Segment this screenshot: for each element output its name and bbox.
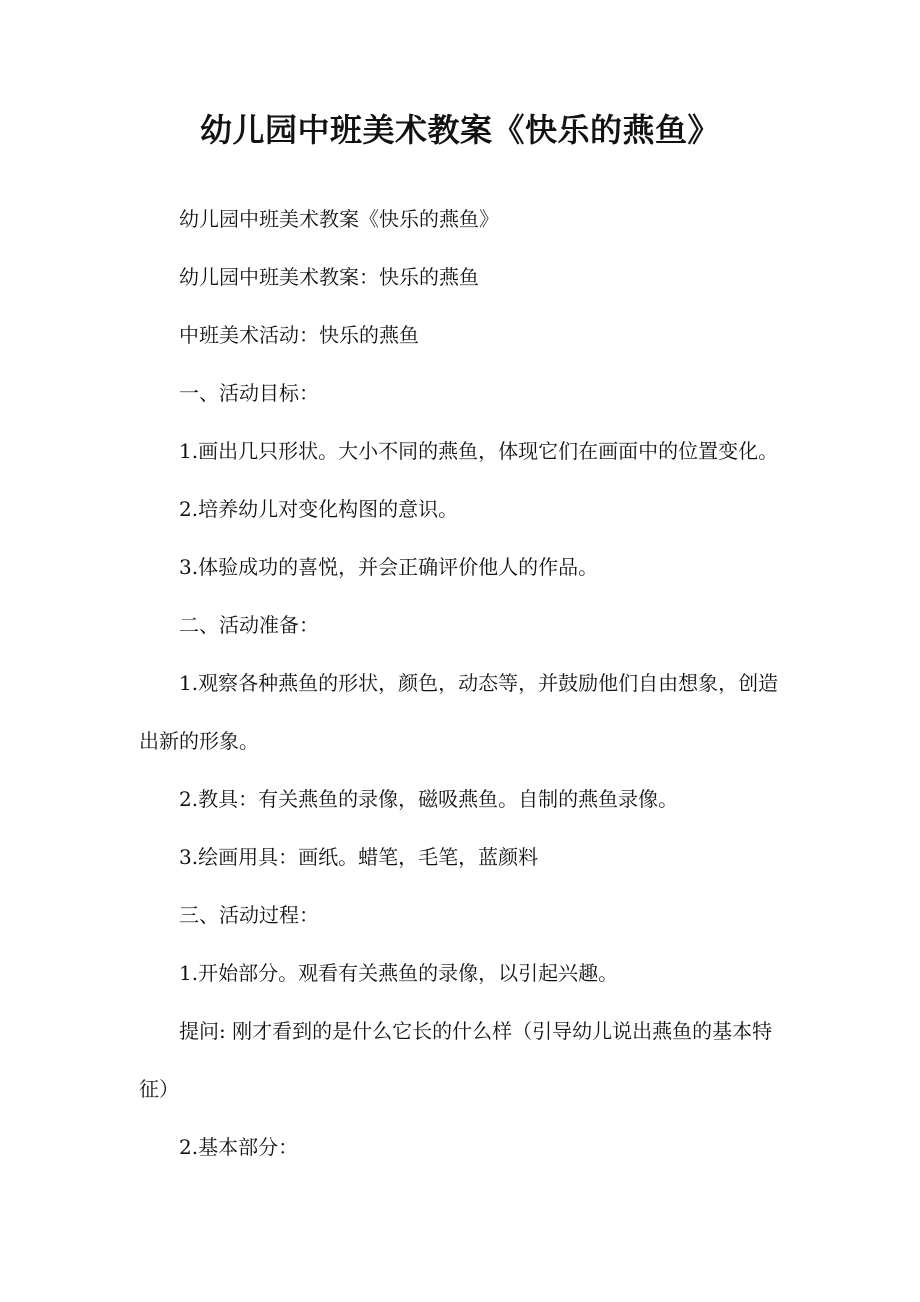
section-heading-process: 三、活动过程： bbox=[179, 903, 319, 927]
process-question: 提问: 刚才看到的是什么它长的什么样（引导幼儿说出燕鱼的基本特征） bbox=[139, 1019, 773, 1101]
process-item-1: 1.开始部分。观看有关燕鱼的录像，以引起兴趣。 bbox=[179, 961, 619, 985]
goal-item-2: 2.培养幼儿对变化构图的意识。 bbox=[179, 497, 459, 521]
document-title: 幼儿园中班美术教案《快乐的燕鱼》 bbox=[199, 111, 720, 149]
section-heading-preparation: 二、活动准备： bbox=[179, 613, 319, 637]
preparation-item-1: 1.观察各种燕鱼的形状，颜色，动态等，并鼓励他们自由想象，创造出新的形象。 bbox=[139, 671, 779, 753]
document-body bbox=[139, 190, 794, 1176]
process-item-2: 2.基本部分： bbox=[179, 1135, 299, 1159]
preparation-item-3: 3.绘画用具：画纸。蜡笔，毛笔，蓝颜料 bbox=[179, 845, 539, 869]
goal-item-3: 3.体验成功的喜悦，并会正确评价他人的作品。 bbox=[179, 555, 599, 579]
paragraph-2: 幼儿园中班美术教案：快乐的燕鱼 bbox=[179, 265, 479, 289]
goal-item-1: 1.画出几只形状。大小不同的燕鱼，体现它们在画面中的位置变化。 bbox=[179, 439, 779, 463]
paragraph-3: 中班美术活动：快乐的燕鱼 bbox=[179, 323, 419, 347]
section-heading-goals: 一、活动目标： bbox=[179, 381, 319, 405]
preparation-item-2: 2.教具：有关燕鱼的录像，磁吸燕鱼。自制的燕鱼录像。 bbox=[179, 787, 679, 811]
paragraph-1: 幼儿园中班美术教案《快乐的燕鱼》 bbox=[179, 207, 499, 231]
